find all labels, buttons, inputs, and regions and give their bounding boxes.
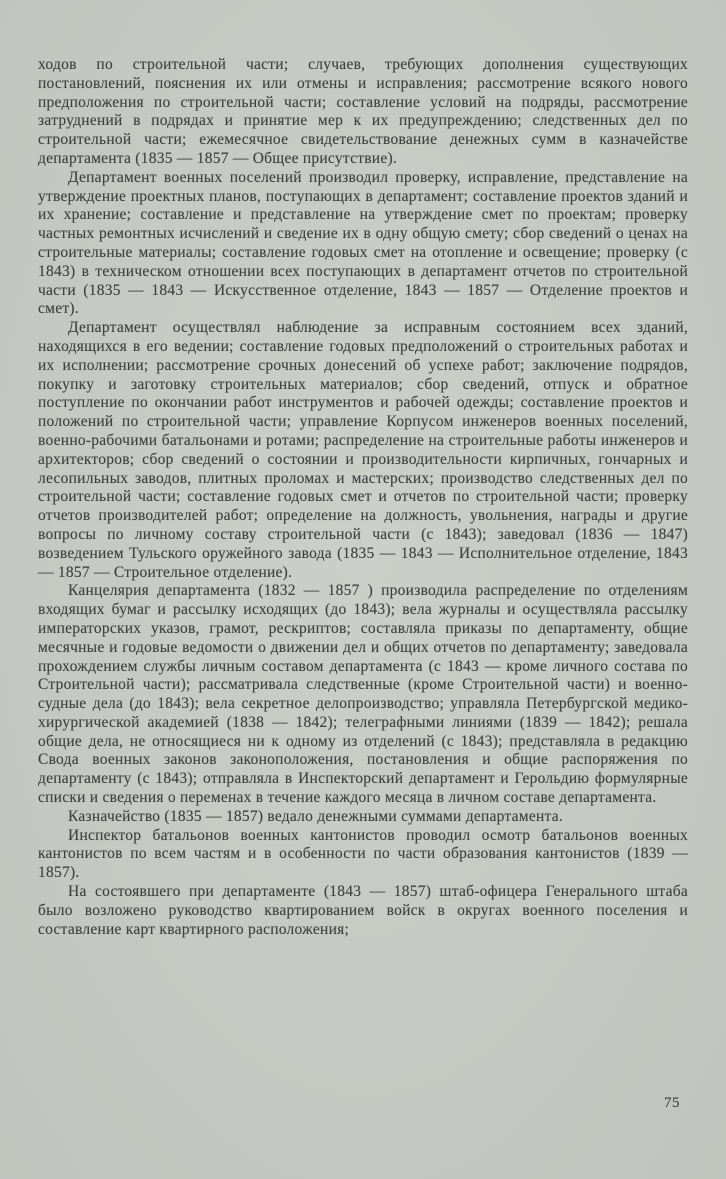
paragraph-3: Департамент осуществлял наблюдение за исправным состоянием всех зданий, находящихся в его ведении; составление годовых предположений о строительных работах и их исполнении; рассмотрение срочных донесений об успехе работ; заключение подрядов, покупку и заготовку строительных материалов; сбор сведений, отпуск и обратное поступление по окончании работ инструментов и рабочей одежды; составление проектов и положений по строительной части; управление Корпусом инженеров военных поселений, военно-рабочими батальонами и ротами; распределение на строительные работы инженеров и архитекторов; сбор сведений о состоянии и производительности кирпичных, гончарных и лесопильных заводов, плитных проломах и мастерских; производство следственных дел по строительной части; составление годовых смет и отчетов по строительной части; проверку отчетов производителей работ; определение на должность, увольнения, награды и другие вопросы по личному составу строительной части (с 1843); заведовал (1836 — 1847) возведением Тульского оружейного завода (1835 — 1843 — Исполнительное отделение, 1843 — 1857 — Строительное отделение). xyxy=(38,319,688,581)
page-number: 75 xyxy=(664,1095,680,1111)
paragraph-1: ходов по строительной части; случаев, требующих дополнения существующих постановлений, пояснения их или отмены и исправления; рассмотрение всякого нового предположения по строительной части; составление условий на подряды, рассмотрение затруднений в подрядах и принятие мер к их предупреждению; следственных дел по строительной части; ежемесячное свидетельствование денежных сумм в казначействе департамента (1835 — 1857 — Общее присутствие). xyxy=(38,56,688,167)
paragraph-2: Департамент военных поселений производил проверку, исправление, представление на утверждение проектных планов, поступающих в департамент; составление проектов зданий и их хранение; составление и представление на утверждение смет по проектам; проверку частных ремонтных исчислений и сведение их в одну общую смету; сбор сведений о ценах на строительные материалы; составление годовых смет на отопление и освещение; проверку (с 1843) в техническом отношении всех поступающих в департамент отчетов по строительной части (1835 — 1843 — Искусственное отделение, 1843 — 1857 — Отделение проектов и смет). xyxy=(38,168,688,318)
paragraph-4: Канцелярия департамента (1832 — 1857 ) производила распределение по отделениям входящих бумаг и рассылку исходящих (до 1843); вела журналы и осуществляла рассылку императорских указов, грамот, рескриптов; составляла приказы по департаменту, общие месячные и годовые ведомости о движении дел и общих отчетов по департаменту; заведовала прохождением службы личным составом департамента (с 1843 — кроме личного состава по Строительной части); рассматривала следственные (кроме Строительной части) и военно-судные дела (до 1843); вела секретное делопроизводство; управляла Петербургской медико-хирургической академией (1838 — 1842); телеграфными линиями (1839 — 1842); решала общие дела, не относящиеся ни к одному из отделений (с 1843); представляла в редакцию Свода военных законов законоположения, постановления и общие распоряжения по департаменту (с 1843); отправляла в Инспекторский департамент и Герольдию формулярные списки и сведения о переменах в течение каждого месяца в личном составе департамента. xyxy=(38,582,688,807)
paragraph-6: Инспектор батальонов военных кантонистов проводил осмотр батальонов военных кантонистов по всем частям и в особенности по части образования кантонистов (1839 — 1857). xyxy=(38,826,688,882)
paragraph-5: Казначейство (1835 — 1857) ведало денежными суммами департамента. xyxy=(68,807,563,825)
paragraph-7: На состоявшего при департаменте (1843 — 1857) штаб-офицера Генерального штаба было возложено руководство квартированием войск в округах военного поселения и составление карт квартирного расположения; xyxy=(38,883,688,938)
text-block xyxy=(38,56,688,939)
